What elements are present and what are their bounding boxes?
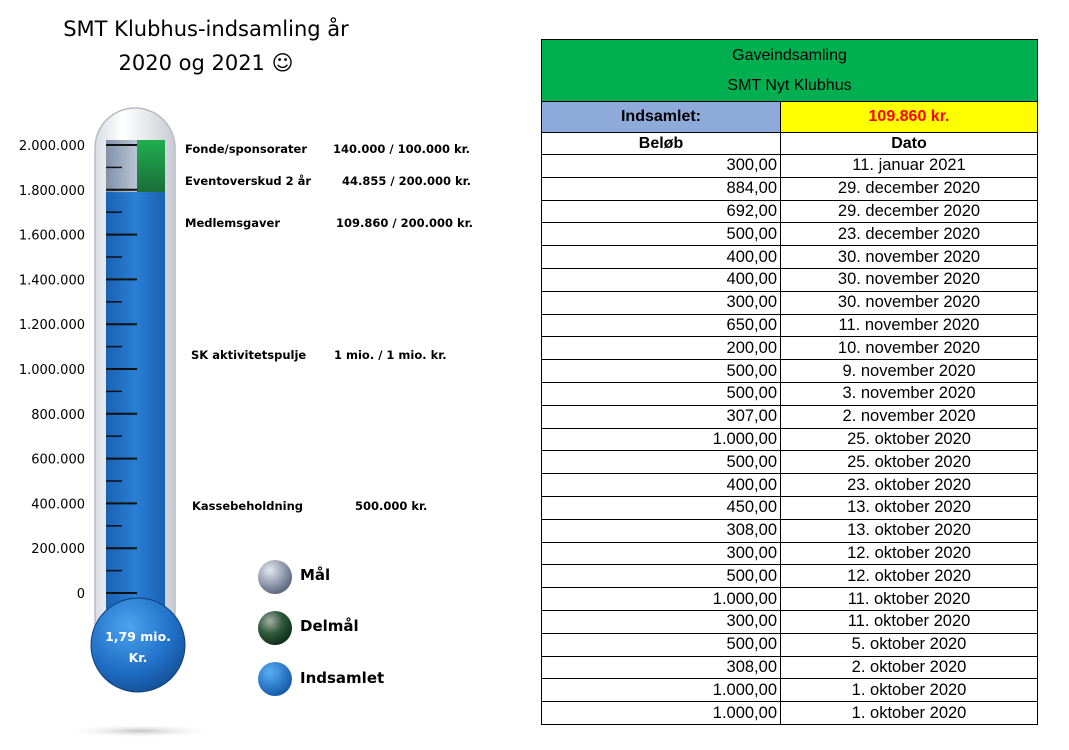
- amount-cell: 308,00: [542, 656, 781, 679]
- y-tick-label: 1.200.000: [18, 318, 85, 334]
- amount-cell: 300,00: [542, 610, 781, 633]
- annotation-value-events: 44.855 / 200.000 kr.: [342, 174, 472, 188]
- date-cell: 9. november 2020: [781, 360, 1038, 383]
- table-row: [542, 702, 1038, 725]
- amount-cell: 400,00: [542, 268, 781, 291]
- date-cell: 11. november 2020: [781, 314, 1038, 337]
- table-row: [542, 155, 1038, 178]
- y-tick-labels: [19, 139, 85, 602]
- annotation-label-sponsors: Fonde/sponsorater: [185, 142, 308, 156]
- annotation-label-events: Eventoverskud 2 år: [185, 174, 312, 188]
- amount-cell: 300,00: [542, 542, 781, 565]
- date-cell: 23. december 2020: [781, 223, 1038, 246]
- legend-label-collected: Indsamlet: [300, 669, 385, 687]
- table-row: [542, 405, 1038, 428]
- amount-cell: 300,00: [542, 155, 781, 178]
- table-row: [542, 337, 1038, 360]
- legend-label-goal: Mål: [300, 566, 331, 584]
- legend-marker-collected: [258, 662, 292, 696]
- amount-cell: 1.000,00: [542, 679, 781, 702]
- amount-cell: 500,00: [542, 382, 781, 405]
- table-row: [542, 496, 1038, 519]
- sub-goal-segment: [137, 140, 165, 192]
- date-cell: 3. november 2020: [781, 382, 1038, 405]
- amount-cell: 500,00: [542, 451, 781, 474]
- annotation-value-cash: 500.000 kr.: [355, 499, 428, 513]
- table-row: [542, 246, 1038, 269]
- title-line-2: 2020 og 2021 ☺: [118, 51, 294, 75]
- table-row: [542, 223, 1038, 246]
- annotation-label-cash: Kassebeholdning: [192, 499, 304, 513]
- amount-cell: 1.000,00: [542, 588, 781, 611]
- table-row: [542, 610, 1038, 633]
- date-cell: 11. oktober 2020: [781, 610, 1038, 633]
- y-tick-label: 1.800.000: [18, 183, 85, 199]
- table-header-line-2: SMT Nyt Klubhus: [727, 76, 852, 94]
- date-cell: 25. oktober 2020: [781, 428, 1038, 451]
- table-row: [542, 633, 1038, 656]
- annotation-label-member-gifts: Medlemsgaver: [185, 216, 281, 230]
- date-cell: 29. december 2020: [781, 177, 1038, 200]
- date-cell: 13. oktober 2020: [781, 519, 1038, 542]
- amount-cell: 400,00: [542, 474, 781, 497]
- date-cell: 2. oktober 2020: [781, 656, 1038, 679]
- bulb-label-line-2: Kr.: [128, 650, 148, 665]
- amount-cell: 500,00: [542, 565, 781, 588]
- legend-marker-goal: [258, 560, 292, 594]
- amount-cell: 500,00: [542, 360, 781, 383]
- table-row: [542, 291, 1038, 314]
- table-row: [542, 268, 1038, 291]
- amount-cell: 400,00: [542, 246, 781, 269]
- date-cell: 12. oktober 2020: [781, 542, 1038, 565]
- annotation-label-sk-pool: SK aktivitetspulje: [191, 348, 307, 362]
- amount-cell: 500,00: [542, 633, 781, 656]
- annotation-value-sponsors: 140.000 / 100.000 kr.: [333, 142, 471, 156]
- y-tick-label: 200.000: [31, 542, 85, 558]
- column-header-date: Dato: [781, 133, 1038, 155]
- title-line-1: SMT Klubhus-indsamling år: [63, 17, 349, 41]
- legend-marker-sub-goal: [258, 611, 292, 645]
- table-row: [542, 177, 1038, 200]
- date-cell: 30. november 2020: [781, 268, 1038, 291]
- date-cell: 30. november 2020: [781, 291, 1038, 314]
- legend-label-sub-goal: Delmål: [300, 617, 359, 635]
- collected-bar: [106, 192, 165, 615]
- amount-cell: 884,00: [542, 177, 781, 200]
- table-row: [542, 382, 1038, 405]
- y-tick-label: 1.000.000: [18, 363, 85, 378]
- date-cell: 1. oktober 2020: [781, 679, 1038, 702]
- date-cell: 11. oktober 2020: [781, 588, 1038, 611]
- date-cell: 1. oktober 2020: [781, 702, 1038, 725]
- y-tick-label: 0: [76, 587, 85, 602]
- annotation-value-sk-pool: 1 mio. / 1 mio. kr.: [334, 348, 447, 362]
- column-header-amount: Beløb: [542, 133, 781, 155]
- sum-value: 109.860 kr.: [781, 102, 1038, 133]
- table-row: [542, 656, 1038, 679]
- table-body: [542, 155, 1038, 725]
- table-row: [542, 451, 1038, 474]
- date-cell: 12. oktober 2020: [781, 565, 1038, 588]
- date-cell: 10. november 2020: [781, 337, 1038, 360]
- thermometer-shadow: [60, 724, 220, 738]
- date-cell: 2. november 2020: [781, 405, 1038, 428]
- table-row: [542, 588, 1038, 611]
- bulb-label-line-1: 1,79 mio.: [105, 629, 171, 644]
- date-cell: 30. november 2020: [781, 246, 1038, 269]
- amount-cell: 450,00: [542, 496, 781, 519]
- amount-cell: 300,00: [542, 291, 781, 314]
- amount-cell: 1.000,00: [542, 428, 781, 451]
- y-tick-label: 1.600.000: [18, 228, 85, 244]
- table-row: [542, 360, 1038, 383]
- date-cell: 13. oktober 2020: [781, 496, 1038, 519]
- date-cell: 29. december 2020: [781, 200, 1038, 223]
- y-tick-label: 800.000: [31, 407, 85, 423]
- amount-cell: 1.000,00: [542, 702, 781, 725]
- table-header: [542, 40, 1038, 102]
- sum-label: Indsamlet:: [542, 102, 781, 133]
- donation-table: [541, 39, 1038, 725]
- table-row: [542, 542, 1038, 565]
- y-tick-label: 400.000: [31, 497, 85, 513]
- date-cell: 25. oktober 2020: [781, 451, 1038, 474]
- amount-cell: 308,00: [542, 519, 781, 542]
- amount-cell: 200,00: [542, 337, 781, 360]
- y-tick-label: 2.000.000: [18, 139, 85, 154]
- amount-cell: 692,00: [542, 200, 781, 223]
- y-tick-label: 600.000: [31, 452, 85, 468]
- table-row: [542, 314, 1038, 337]
- thermometer-chart: [0, 0, 530, 750]
- table-row: [542, 428, 1038, 451]
- thermometer-bulb: [91, 598, 185, 692]
- table-row: [542, 200, 1038, 223]
- date-cell: 11. januar 2021: [781, 155, 1038, 178]
- table-row: [542, 474, 1038, 497]
- table-row: [542, 679, 1038, 702]
- date-cell: 5. oktober 2020: [781, 633, 1038, 656]
- y-tick-label: 1.400.000: [18, 273, 85, 289]
- annotation-value-member-gifts: 109.860 / 200.000 kr.: [336, 216, 474, 230]
- date-cell: 23. oktober 2020: [781, 474, 1038, 497]
- table-header-line-1: Gaveindsamling: [732, 46, 847, 64]
- amount-cell: 650,00: [542, 314, 781, 337]
- table-row: [542, 519, 1038, 542]
- table-row: [542, 565, 1038, 588]
- amount-cell: 500,00: [542, 223, 781, 246]
- amount-cell: 307,00: [542, 405, 781, 428]
